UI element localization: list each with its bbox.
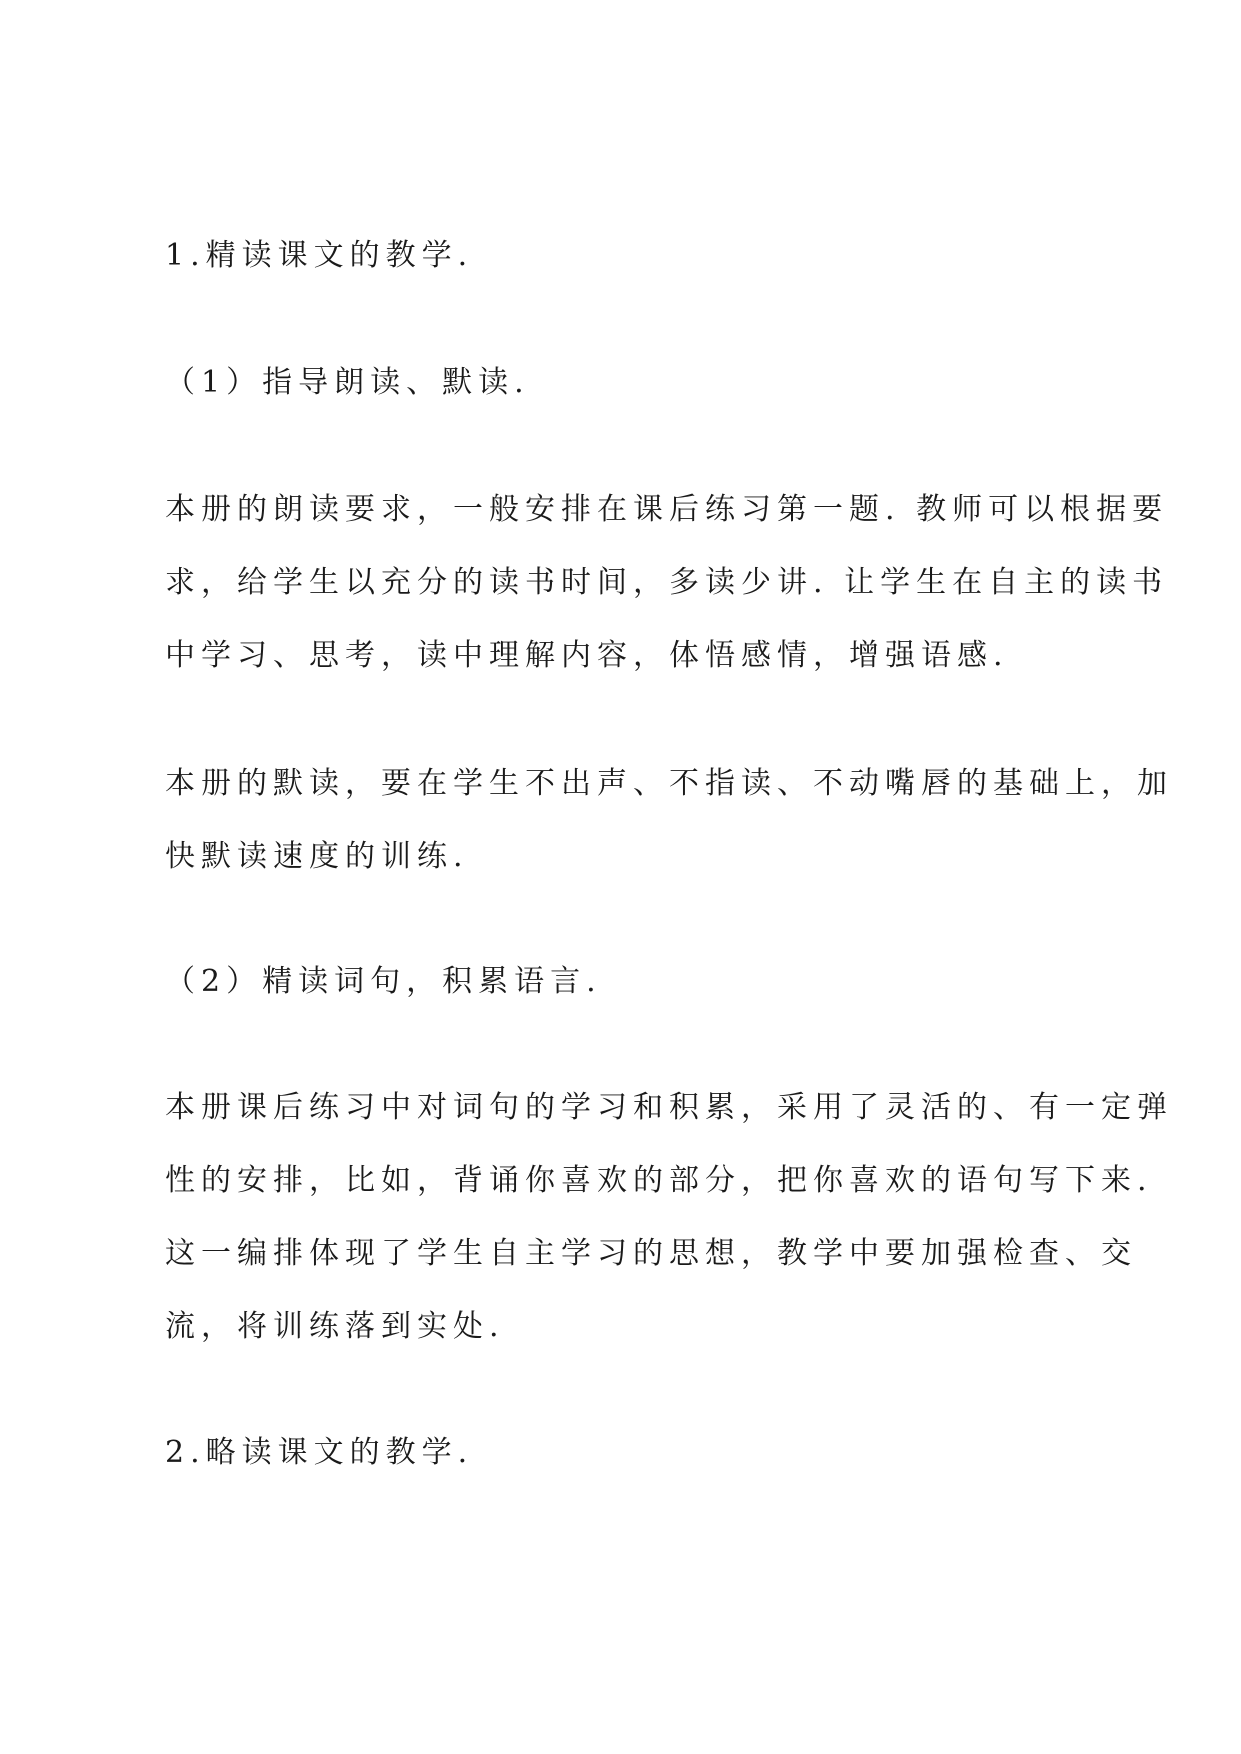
document-page bbox=[165, 0, 1173, 1754]
paragraph-3-line-2: 性的安排，比如，背诵你喜欢的部分，把你喜欢的语句写下来. bbox=[165, 1163, 1153, 1198]
subsection-heading-1: （1）指导朗读、默读. bbox=[165, 365, 530, 400]
section-heading-2: 2.略读课文的教学. bbox=[165, 1435, 474, 1470]
paragraph-1-line-3: 中学习、思考，读中理解内容，体悟感情，增强语感. bbox=[165, 638, 1009, 673]
paragraph-3-line-1: 本册课后练习中对词句的学习和积累，采用了灵活的、有一定弹 bbox=[165, 1090, 1173, 1125]
paragraph-2-line-1: 本册的默读，要在学生不出声、不指读、不动嘴唇的基础上，加 bbox=[165, 766, 1173, 801]
paragraph-3-line-3: 这一编排体现了学生自主学习的思想，教学中要加强检查、交 bbox=[165, 1236, 1137, 1271]
paragraph-2-line-2: 快默读速度的训练. bbox=[165, 839, 469, 874]
paragraph-1-line-1: 本册的朗读要求，一般安排在课后练习第一题. 教师可以根据要 bbox=[165, 492, 1169, 527]
section-heading-1: 1.精读课文的教学. bbox=[165, 238, 474, 273]
subsection-heading-2: （2）精读词句，积累语言. bbox=[165, 964, 602, 999]
paragraph-3-line-4: 流，将训练落到实处. bbox=[165, 1309, 505, 1344]
paragraph-1-line-2: 求，给学生以充分的读书时间，多读少讲. 让学生在自主的读书 bbox=[165, 565, 1169, 600]
